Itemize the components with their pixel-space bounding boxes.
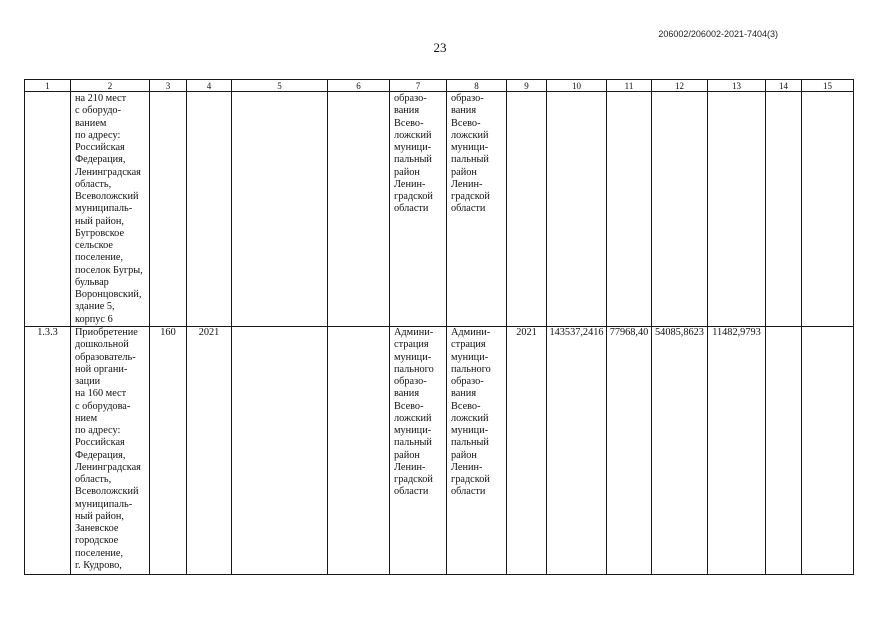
- column-header: 10: [547, 80, 607, 92]
- cell-text-line: ный район,: [75, 510, 124, 522]
- cell-text-line: бульвар: [75, 276, 109, 288]
- table-cell-col-13: [708, 327, 766, 575]
- table-cell-col-6: [328, 327, 390, 575]
- cell-text-line: вания: [451, 388, 477, 400]
- cell-text-line: зации: [75, 376, 101, 387]
- cell-text-line: поселок Бугры,: [75, 264, 143, 276]
- table-cell-col-11: [607, 92, 652, 327]
- cell-text-line: вания: [451, 105, 477, 117]
- column-header: 6: [328, 80, 390, 92]
- table-cell-col-9: [507, 92, 547, 327]
- cell-text-line: пальный: [394, 154, 432, 166]
- column-header: 7: [390, 80, 447, 92]
- cell-text-line: ложский: [394, 129, 432, 141]
- cell-text-line: Всево-: [394, 117, 424, 129]
- cell-text-line: области: [394, 203, 429, 215]
- cell-text-line: муници-: [394, 142, 432, 153]
- cell-text-line: Воронцовский,: [75, 289, 142, 300]
- table-cell-col-3: [150, 92, 187, 327]
- table-cell-col-9: [507, 327, 547, 575]
- cell-text-line: 11482,9793: [712, 327, 761, 338]
- column-header: 15: [802, 80, 854, 92]
- column-header: 11: [607, 80, 652, 92]
- cell-text-line: поселение,: [75, 252, 124, 264]
- table-cell-col-1: [25, 92, 71, 327]
- cell-text-line: ложский: [451, 412, 489, 424]
- cell-text-line: ложский: [394, 412, 432, 424]
- table-row: [25, 327, 854, 575]
- column-header: 8: [447, 80, 507, 92]
- cell-text-line: район: [451, 449, 477, 461]
- cell-text-line: 2021: [198, 327, 220, 338]
- cell-text-line: здание 5,: [75, 301, 115, 313]
- table-cell-col-7: [390, 327, 447, 575]
- cell-text-line: образо-: [451, 376, 484, 387]
- cell-text-line: район: [394, 449, 420, 461]
- table-cell-col-8: [447, 92, 507, 327]
- cell-text-line: Ленин-: [394, 461, 426, 473]
- cell-text-line: муници-: [451, 425, 489, 436]
- cell-text-line: Ленин-: [451, 461, 483, 473]
- cell-text-line: Всево-: [394, 400, 424, 412]
- cell-text-line: ложский: [451, 129, 489, 141]
- cell-text-line: Всево-: [451, 400, 481, 412]
- table-cell-col-3: [150, 327, 187, 575]
- column-header: 12: [652, 80, 708, 92]
- cell-text-line: городское: [75, 535, 119, 547]
- table-cell-col-1: [25, 327, 71, 575]
- cell-text-line: муниципаль-: [75, 498, 133, 510]
- cell-text-line: Ленин-: [394, 178, 426, 190]
- column-header: 4: [187, 80, 232, 92]
- cell-text-line: Федерация,: [75, 154, 126, 166]
- cell-text-line: пального: [451, 363, 491, 375]
- table-header-row: [25, 80, 854, 92]
- cell-text-line: район: [394, 166, 420, 178]
- cell-text-line: градской: [451, 191, 490, 202]
- cell-text-line: Российская: [75, 437, 125, 449]
- table-cell-col-5: [232, 92, 328, 327]
- cell-text-line: 143537,2416: [549, 327, 604, 338]
- cell-text-line: сельское: [75, 240, 113, 251]
- cell-text-line: Ленинградская: [75, 461, 141, 473]
- cell-text-line: 160: [160, 327, 176, 338]
- cell-text-line: Заневское: [75, 523, 119, 534]
- cell-text-line: ной органи-: [75, 363, 128, 375]
- table-cell-col-11: [607, 327, 652, 575]
- cell-text-line: страция: [394, 339, 429, 351]
- cell-text-line: пальный: [451, 154, 489, 166]
- table-cell-col-13: [708, 92, 766, 327]
- cell-text-line: ный район,: [75, 215, 124, 227]
- cell-text-line: муници-: [451, 142, 489, 153]
- table-cell-col-7: [390, 92, 447, 327]
- cell-text-line: Ленинградская: [75, 166, 141, 178]
- table-cell-col-4: [187, 92, 232, 327]
- cell-text-line: корпус 6: [75, 313, 113, 325]
- cell-text-line: поселение,: [75, 547, 124, 559]
- column-header: 1: [25, 80, 71, 92]
- cell-text-line: муници-: [451, 351, 489, 363]
- cell-text-line: район: [451, 166, 477, 178]
- cell-text-line: Всево-: [451, 117, 481, 129]
- page-number: 23: [433, 40, 447, 55]
- table-row: [25, 92, 854, 327]
- cell-text-line: с оборудо-: [75, 105, 122, 117]
- table-cell-col-10: [547, 92, 607, 327]
- cell-text-line: муници-: [394, 351, 432, 363]
- cell-text-line: вания: [394, 388, 420, 400]
- cell-text-line: Федерация,: [75, 449, 126, 461]
- cell-text-line: градской: [394, 474, 433, 485]
- document-reference-number: 206002/206002-2021-7404(3): [658, 29, 778, 39]
- table-cell-col-5: [232, 327, 328, 575]
- cell-text-line: по адресу:: [75, 425, 121, 436]
- cell-text-line: Ленин-: [451, 178, 483, 190]
- cell-text-line: на 210 мест: [75, 93, 127, 104]
- column-header: 5: [232, 80, 328, 92]
- cell-text-line: градской: [394, 191, 433, 202]
- column-header: 14: [766, 80, 802, 92]
- cell-text-line: Российская: [75, 142, 125, 153]
- cell-text-line: муниципаль-: [75, 203, 133, 215]
- table-cell-col-6: [328, 92, 390, 327]
- cell-text-line: Админи-: [394, 327, 434, 338]
- cell-text-line: градской: [451, 474, 490, 485]
- table-cell-col-10: [547, 327, 607, 575]
- table-cell-col-4: [187, 327, 232, 575]
- cell-text-line: страция: [451, 339, 486, 351]
- cell-text-line: области: [451, 203, 486, 215]
- table-cell-col-15: [802, 327, 854, 575]
- cell-text-line: образователь-: [75, 351, 136, 363]
- cell-text-line: образо-: [394, 376, 427, 387]
- cell-text-line: образо-: [394, 93, 427, 104]
- cell-text-line: Бугровское: [75, 227, 125, 239]
- table-cell-col-15: [802, 92, 854, 327]
- table-cell-col-12: [652, 327, 708, 575]
- cell-text-line: 2021: [516, 327, 537, 338]
- table-cell-col-14: [766, 327, 802, 575]
- table-cell-col-14: [766, 92, 802, 327]
- table-cell-col-12: [652, 92, 708, 327]
- column-header: 13: [708, 80, 766, 92]
- cell-text-line: 77968,40: [609, 327, 649, 338]
- cell-text-line: с оборудова-: [75, 400, 131, 412]
- cell-text-line: 54085,8623: [655, 327, 704, 338]
- cell-text-line: муници-: [394, 425, 432, 436]
- cell-text-line: Всеволожский: [75, 486, 139, 498]
- cell-text-line: по адресу:: [75, 129, 121, 141]
- cell-text-line: области: [451, 486, 486, 498]
- cell-text-line: Всеволожский: [75, 191, 139, 202]
- cell-text-line: дошкольной: [75, 339, 129, 351]
- table-cell-col-2: [71, 92, 150, 327]
- cell-text-line: г. Кудрово,: [75, 559, 122, 571]
- cell-text-line: 1.3.3: [37, 327, 58, 338]
- table-cell-col-8: [447, 327, 507, 575]
- column-header: 9: [507, 80, 547, 92]
- cell-text-line: на 160 мест: [75, 388, 127, 400]
- cell-text-line: пальный: [394, 437, 432, 449]
- cell-text-line: область,: [75, 178, 112, 190]
- table-cell-col-2: [71, 327, 150, 575]
- column-header: 2: [71, 80, 150, 92]
- cell-text-line: области: [394, 486, 429, 498]
- column-header: 3: [150, 80, 187, 92]
- cell-text-line: область,: [75, 474, 112, 485]
- cell-text-line: Приобретение: [75, 327, 138, 338]
- cell-text-line: ванием: [75, 117, 107, 129]
- cell-text-line: нием: [75, 412, 98, 424]
- data-table: [24, 79, 854, 575]
- cell-text-line: вания: [394, 105, 420, 117]
- cell-text-line: пального: [394, 363, 434, 375]
- cell-text-line: Админи-: [451, 327, 491, 338]
- cell-text-line: образо-: [451, 93, 484, 104]
- cell-text-line: пальный: [451, 437, 489, 449]
